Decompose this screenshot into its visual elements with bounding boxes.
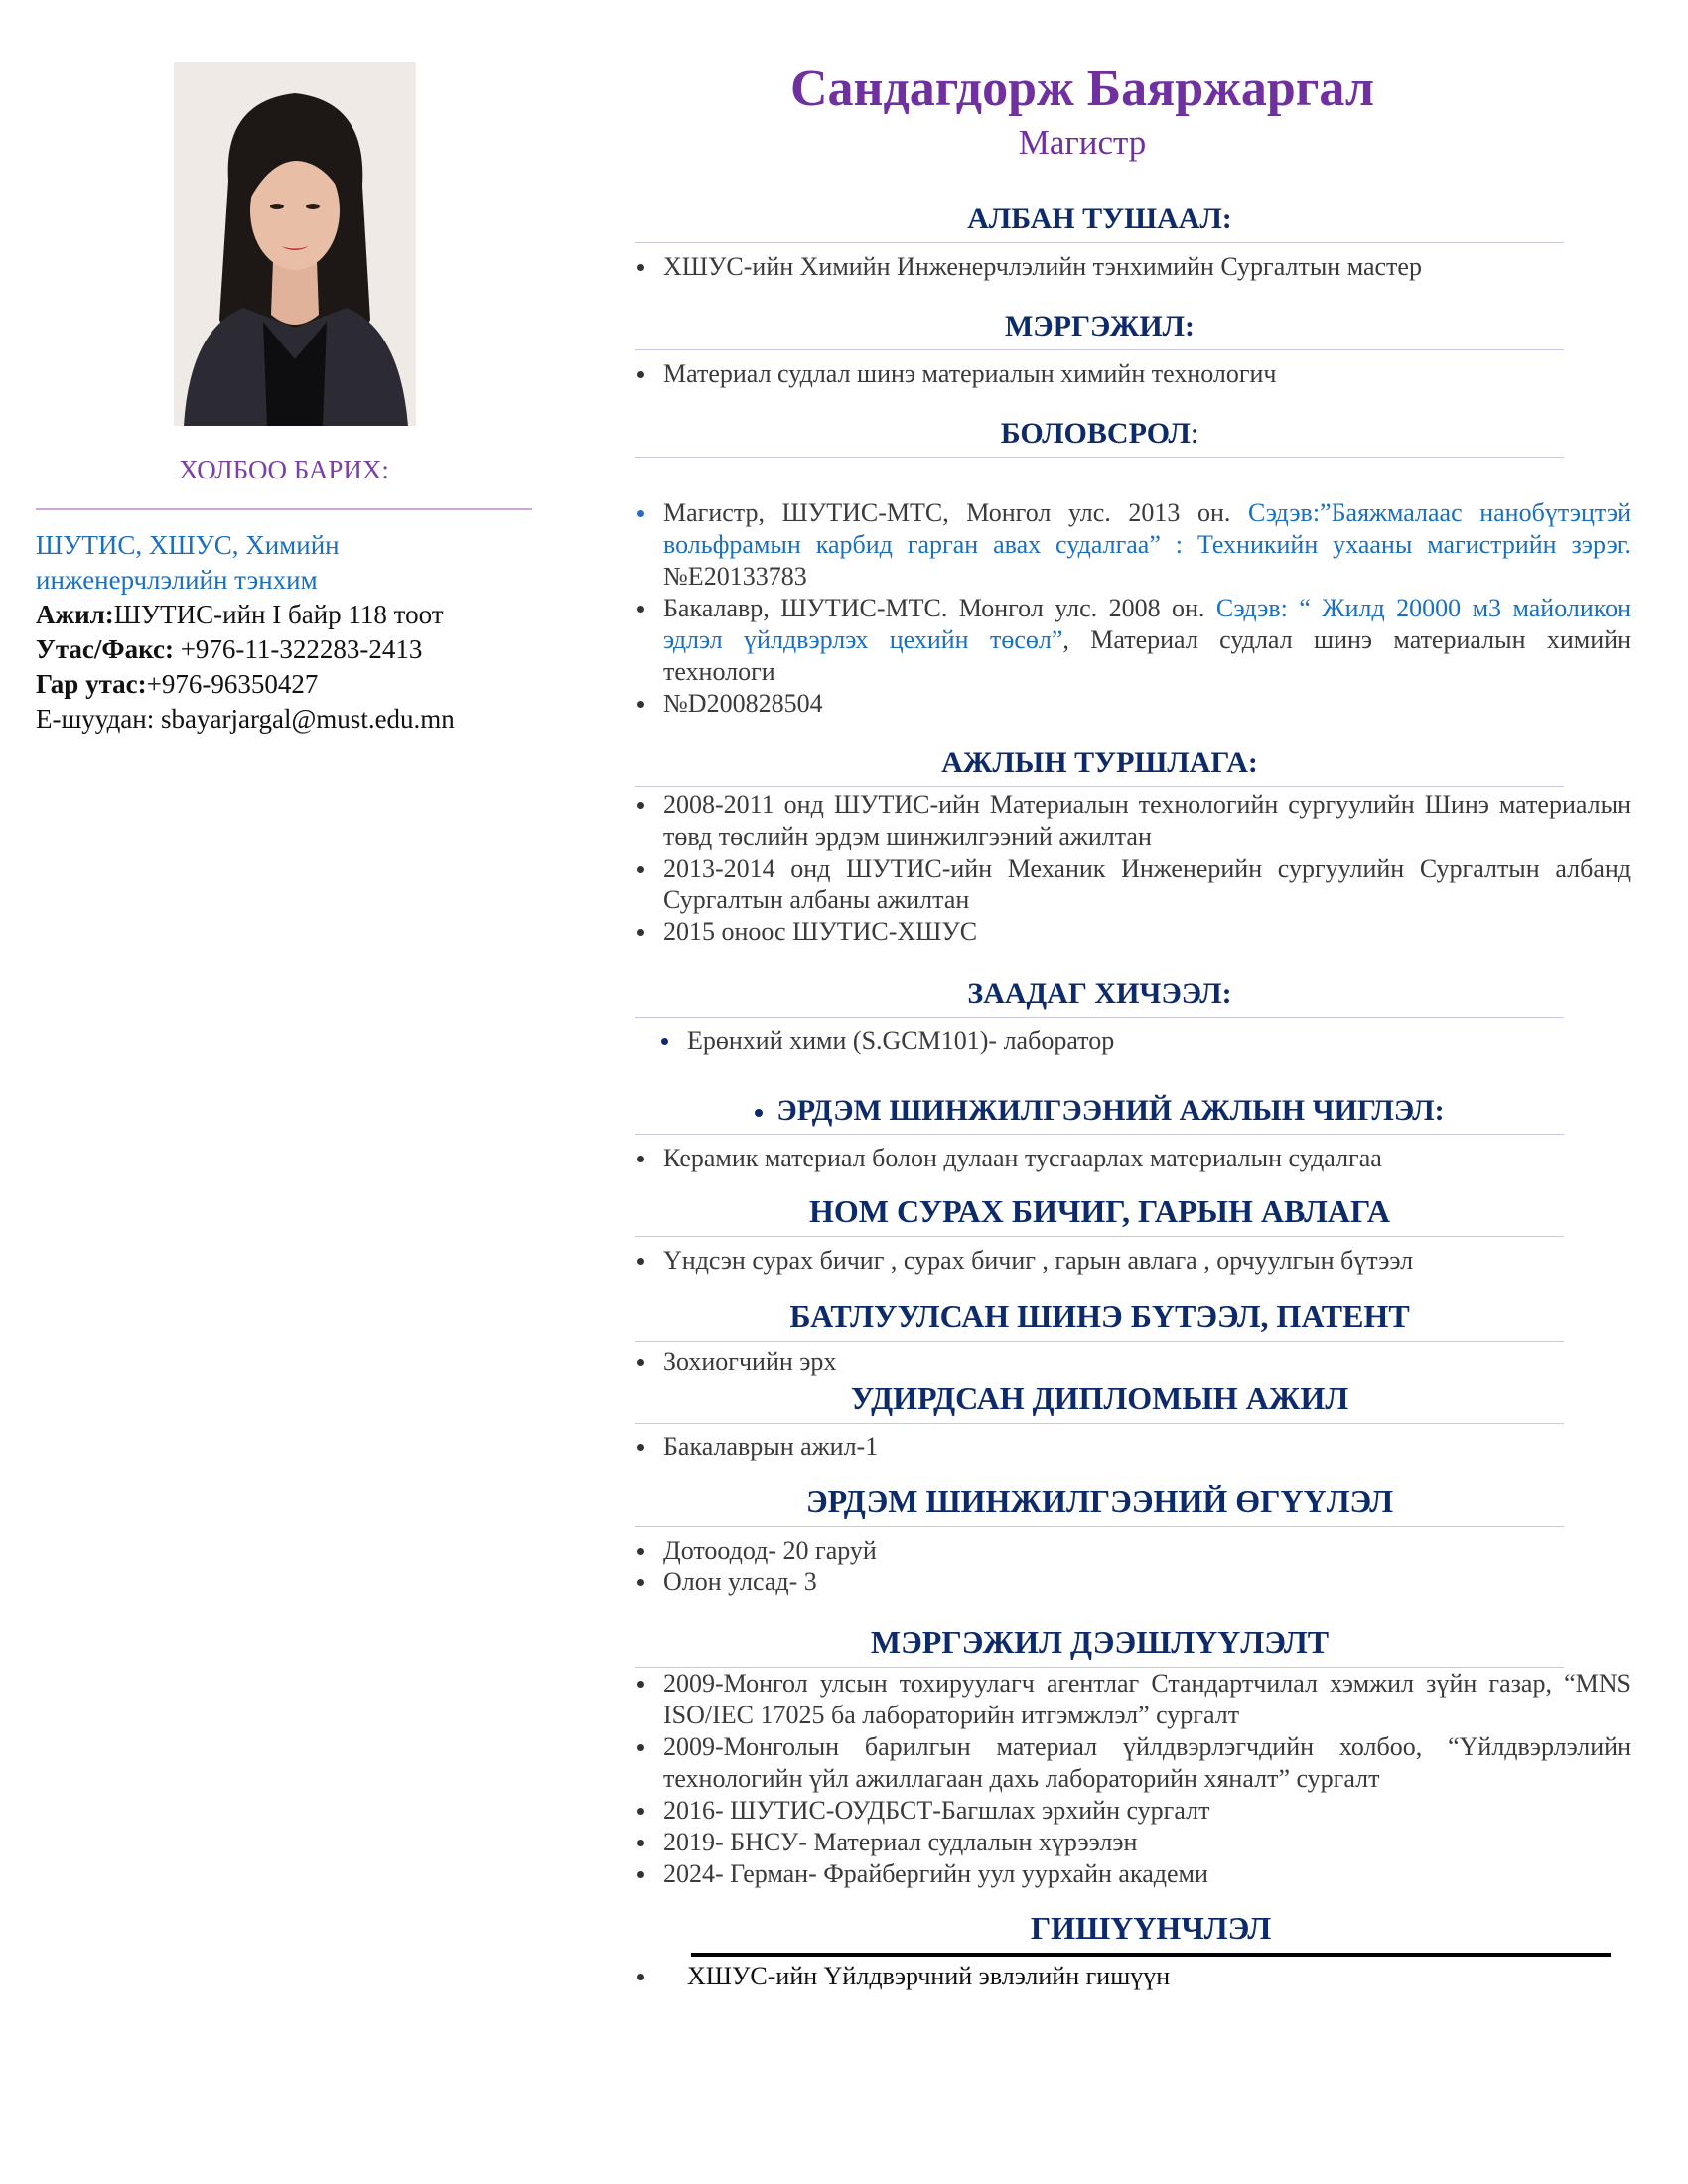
email-link[interactable]: sbayarjargal@must.edu.mn — [161, 704, 455, 734]
list-item: Зохиогчийн эрх — [635, 1346, 1631, 1378]
list-item: Ерөнхий хими (S.GCM101)- лаборатор — [659, 1025, 1630, 1057]
section-education — [635, 417, 1631, 720]
education-title-text: БОЛОВСРОЛ — [1000, 417, 1191, 450]
profession-list — [635, 358, 1579, 390]
section-title: АЖЛЫН ТУРШЛАГА: — [635, 747, 1564, 787]
section-title: МЭРГЭЖИЛ: — [635, 310, 1564, 350]
education-item-suffix: №E20133783 — [663, 562, 807, 591]
training-list — [635, 1668, 1631, 1890]
list-item: 2019- БНСУ- Материал судлалын хүрээлэн — [635, 1827, 1631, 1858]
list-item: Бакалаврын ажил-1 — [635, 1432, 1631, 1463]
contact-org-line2: инженерчлэлийн тэнхим — [36, 565, 318, 595]
contact-work — [36, 598, 552, 632]
research-list — [635, 1143, 1579, 1174]
person-degree: Магистр — [1018, 123, 1147, 162]
supervision-list — [635, 1432, 1579, 1463]
list-item: 2009-Монголын барилгын материал үйлдвэрлэгчдийн холбоо, “Үйлдвэрлэлийн технологийн үйл ажиллагаан дахь лабораторийн хяналт” сургалт — [635, 1731, 1631, 1795]
education-title-colon: : — [1190, 417, 1199, 450]
education-item-suffix: , Материал судлал шинэ материалын химийн технологи — [663, 625, 1631, 686]
list-item: Дотоодод- 20 гаруй — [635, 1535, 1631, 1567]
list-item: ХШУС-ийн Үйлдвэрчний эвлэлийн гишүүн — [635, 1961, 1630, 1992]
section-books — [635, 1193, 1579, 1277]
section-title: ГИШҮҮНЧЛЭЛ — [691, 1910, 1611, 1957]
person-name: Сандагдорж Баяржаргал — [789, 61, 1375, 117]
contact-email — [36, 702, 552, 737]
list-item: 2008-2011 онд ШУТИС-ийн Материалын технологийн сургуулийн Шинэ материалын төвд төслийн эрдэм шинжилгээний ажилтан — [635, 789, 1631, 853]
experience-list — [635, 789, 1631, 948]
education-item-prefix: Магистр, ШУТИС-МТС, Монгол улс. 2013 он. — [663, 498, 1249, 527]
section-title: УДИРДСАН ДИПЛОМЫН АЖИЛ — [635, 1380, 1564, 1424]
membership-list — [635, 1961, 1579, 1992]
section-title — [635, 1094, 1564, 1135]
section-supervision — [635, 1380, 1579, 1463]
courses-list — [659, 1025, 1579, 1057]
list-item: 2015 оноос ШУТИС-ХШУС — [635, 916, 1631, 948]
section-title: МЭРГЭЖИЛ ДЭЭШЛҮҮЛЭЛТ — [635, 1624, 1564, 1668]
list-item: Материал судлал шинэ материалын химийн технологич — [635, 358, 1631, 390]
education-item-prefix: Бакалавр, ШУТИС-МТС. Монгол улс. 2008 он. — [663, 594, 1216, 622]
contact-divider — [36, 508, 532, 510]
section-title: ЗААДАГ ХИЧЭЭЛ: — [635, 977, 1564, 1018]
section-membership — [635, 1910, 1579, 1992]
list-item: ХШУС-ийн Химийн Инженерчлэлийн тэнхимийн Сургалтын мастер — [635, 251, 1631, 283]
education-topic: Сэдэв: “ Жилд 20000 м3 майоликон эдлэл үйлдвэрлэх цехийн төсөл” — [663, 594, 1631, 654]
education-topic: Сэдэв:”Баяжмалаас нанобүтэцтэй вольфрамын карбид гарган авах судалгаа” : Техникийн ухааны магистрийн зэрэг. — [663, 498, 1631, 559]
contact-info — [36, 528, 552, 737]
section-profession — [635, 310, 1579, 390]
mobile-value: +976-96350427 — [146, 669, 319, 699]
section-position — [635, 203, 1579, 283]
section-courses — [635, 977, 1579, 1057]
position-list — [635, 251, 1579, 283]
section-title: НОМ СУРАХ БИЧИГ, ГАРЫН АВЛАГА — [635, 1193, 1564, 1237]
list-item — [635, 497, 1631, 593]
contact-phone — [36, 632, 552, 667]
list-item: Керамик материал болон дулаан тусгаарлах материалын судалгаа — [635, 1143, 1631, 1174]
email-label: E-шуудан: — [36, 704, 161, 734]
publications-list — [635, 1535, 1579, 1598]
list-item: Олон улсад- 3 — [635, 1567, 1631, 1598]
section-publications — [635, 1483, 1579, 1598]
bullet-icon — [755, 1109, 763, 1117]
list-item: Үндсэн сурах бичиг , сурах бичиг , гарын авлага , орчуулгын бүтээл — [635, 1245, 1631, 1277]
work-label: Ажил: — [36, 600, 114, 629]
phone-label: Утас/Факс: — [36, 634, 174, 664]
section-title — [635, 417, 1564, 458]
list-item: 2016- ШУТИС-ОУДБСТ-Багшлах эрхийн сургалт — [635, 1795, 1631, 1827]
patents-list — [635, 1346, 1579, 1378]
research-title-text: ЭРДЭМ ШИНЖИЛГЭЭНИЙ АЖЛЫН ЧИГЛЭЛ: — [776, 1094, 1445, 1127]
list-item: 2024- Герман- Фрайбергийн уул уурхайн академи — [635, 1858, 1631, 1890]
section-research — [635, 1094, 1579, 1174]
section-title: АЛБАН ТУШААЛ: — [635, 203, 1564, 243]
list-item: №D200828504 — [635, 688, 1631, 720]
section-title: ЭРДЭМ ШИНЖИЛГЭЭНИЙ ӨГҮҮЛЭЛ — [635, 1483, 1564, 1527]
work-value: ШУТИС-ийн I байр 118 тоот — [113, 600, 444, 629]
phone-value: +976-11-322283-2413 — [173, 634, 423, 664]
contact-title: ХОЛБОО БАРИХ: — [179, 455, 389, 484]
list-item — [635, 593, 1631, 688]
profile-photo — [174, 62, 416, 426]
list-item: 2009-Монгол улсын тохируулагч агентлаг Стандартчилал хэмжил зүйн газар, “MNS ISO/IEC 17025 ба лабораторийн итгэмжлэл” сургалт — [635, 1668, 1631, 1731]
section-training — [635, 1624, 1631, 1890]
list-item: 2013-2014 онд ШУТИС-ийн Механик Инженерийн сургуулийн Сургалтын албанд Сургалтын албаны ажилтан — [635, 853, 1631, 916]
contact-mobile — [36, 667, 552, 702]
section-title: БАТЛУУЛСАН ШИНЭ БҮТЭЭЛ, ПАТЕНТ — [635, 1298, 1564, 1342]
contact-org-line1: ШУТИС, ХШУС, Химийн — [36, 530, 340, 560]
education-list — [635, 497, 1631, 720]
mobile-label: Гар утас: — [36, 669, 147, 699]
books-list — [635, 1245, 1579, 1277]
section-experience — [635, 747, 1631, 948]
section-patents — [635, 1298, 1579, 1378]
